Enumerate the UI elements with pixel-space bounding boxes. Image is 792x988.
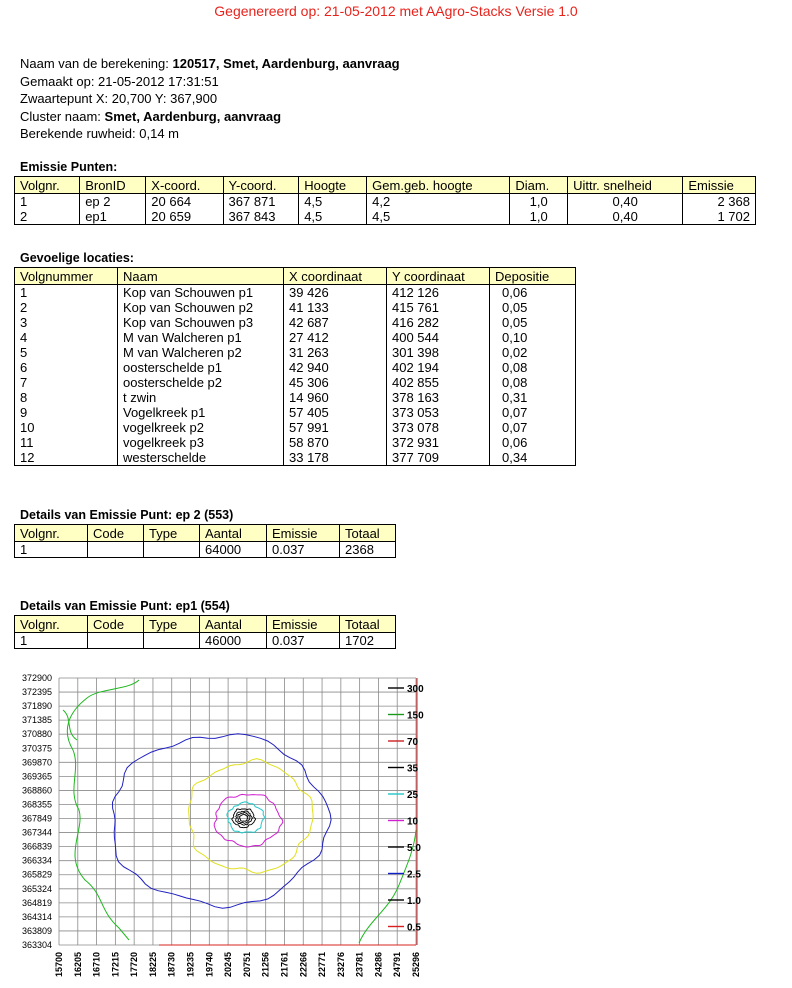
cell: 372 931 <box>387 435 490 450</box>
cell: 1 702 <box>683 209 756 225</box>
contour-line <box>113 734 332 909</box>
y-tick-label: 363809 <box>21 925 52 936</box>
legend-label: 25 <box>407 790 419 801</box>
cell: 42 940 <box>284 360 387 375</box>
cell: vogelkreek p2 <box>118 420 284 435</box>
cluster-value: Smet, Aardenburg, aanvraag <box>104 108 282 124</box>
col-type: Type <box>144 525 200 542</box>
sensitive-locations-title: Gevoelige locaties: <box>20 251 134 265</box>
cell: 14 960 <box>284 390 387 405</box>
x-tick-label: 19740 <box>204 952 215 978</box>
col-aantal: Aantal <box>200 525 267 542</box>
y-tick-label: 372395 <box>21 687 52 698</box>
cell: 1702 <box>340 633 396 649</box>
table-row <box>15 375 576 390</box>
col-volgnr: Volgnr. <box>15 525 88 542</box>
details-ep2-title: Details van Emissie Punt: ep 2 (553) <box>20 508 234 522</box>
col-depositie: Depositie <box>490 268 576 285</box>
x-tick-label: 17720 <box>129 952 140 978</box>
y-tick-label: 367344 <box>21 827 52 838</box>
x-tick-label: 18225 <box>147 952 158 978</box>
cell: 2368 <box>340 542 396 558</box>
cell: westerschelde <box>118 450 284 466</box>
x-tick-label: 18730 <box>166 952 177 978</box>
y-tick-label: 364314 <box>21 911 52 922</box>
y-tick-label: 365324 <box>21 883 52 894</box>
cell: 301 398 <box>387 345 490 360</box>
table-row <box>15 330 576 345</box>
cell <box>88 633 144 649</box>
col-x-coordinaat: X coordinaat <box>284 268 387 285</box>
legend-label: 300 <box>407 684 424 695</box>
cell: 0,05 <box>490 315 576 330</box>
cluster-line <box>20 108 400 126</box>
legend-label: 150 <box>407 710 424 722</box>
cell: 378 163 <box>387 390 490 405</box>
calc-name-value: 120517, Smet, Aardenburg, aanvraag <box>172 56 400 71</box>
x-tick-label: 21256 <box>260 952 271 978</box>
centroid: Zwaartepunt X: 20,700 Y: 367,900 <box>20 91 218 106</box>
col-x-coord: X-coord. <box>146 177 223 194</box>
col-volgnummer: Volgnummer <box>15 268 118 285</box>
cell: 373 053 <box>387 405 490 420</box>
calc-name-line <box>20 55 400 73</box>
cell: 10 <box>15 420 118 435</box>
cell: M van Walcheren p2 <box>118 345 284 360</box>
cell: 64000 <box>200 542 267 558</box>
x-tick-label: 24286 <box>373 952 384 978</box>
cell: 42 687 <box>284 315 387 330</box>
table-row <box>15 209 756 225</box>
cell: 2 368 <box>683 194 756 210</box>
cell: Kop van Schouwen p3 <box>118 315 284 330</box>
details-ep1-table <box>14 615 396 649</box>
col-totaal: Totaal <box>340 616 396 633</box>
y-tick-label: 364819 <box>21 897 52 908</box>
cell: ep 2 <box>80 194 146 210</box>
col-aantal: Aantal <box>200 616 267 633</box>
cell: 0,10 <box>490 330 576 345</box>
details-ep2-table <box>14 524 396 558</box>
cell: 7 <box>15 375 118 390</box>
cell: 416 282 <box>387 315 490 330</box>
cell: 4 <box>15 330 118 345</box>
sensitive-locations-body <box>15 285 576 466</box>
cell: 27 412 <box>284 330 387 345</box>
legend-label: 35 <box>407 763 419 775</box>
x-tick-label: 17215 <box>110 952 121 978</box>
cell: 58 870 <box>284 435 387 450</box>
cell: 57 405 <box>284 405 387 420</box>
y-tick-label: 363304 <box>21 940 52 950</box>
x-tick-label: 24791 <box>392 952 403 978</box>
cell: 1,0 <box>510 194 568 210</box>
x-tick-label: 19235 <box>185 952 196 978</box>
generated-header: Gegenereerd op: 21-05-2012 met AAgro-Stacks Versie 1.0 <box>214 3 578 19</box>
cell: 4,5 <box>299 194 367 210</box>
cell: 412 126 <box>387 285 490 301</box>
cell: 402 855 <box>387 375 490 390</box>
cell <box>88 542 144 558</box>
cell: vogelkreek p3 <box>118 435 284 450</box>
y-tick-label: 368355 <box>21 799 52 810</box>
table-row <box>15 542 396 558</box>
cell: 1,0 <box>510 209 568 225</box>
col-code: Code <box>88 616 144 633</box>
cell: oosterschelde p2 <box>118 375 284 390</box>
col-bronid: BronID <box>80 177 146 194</box>
col-naam: Naam <box>118 268 284 285</box>
legend-label: 5.0 <box>407 843 421 854</box>
table-row <box>15 420 576 435</box>
col-emissie: Emissie <box>683 177 756 194</box>
created-at: Gemaakt op: 21-05-2012 17:31:51 <box>20 73 219 89</box>
col-hoogte: Hoogte <box>299 177 367 194</box>
cell: 400 544 <box>387 330 490 345</box>
y-tick-label: 372900 <box>21 673 52 683</box>
col-type: Type <box>144 616 200 633</box>
cell: 367 843 <box>223 209 299 225</box>
table-row <box>15 300 576 315</box>
cell: 41 133 <box>284 300 387 315</box>
col-diam: Diam. <box>510 177 568 194</box>
cell: 0,06 <box>490 285 576 301</box>
cell: 367 871 <box>223 194 299 210</box>
roughness: Berekende ruwheid: 0,14 m <box>20 126 179 141</box>
x-tick-label: 23781 <box>354 952 365 978</box>
y-tick-label: 370375 <box>21 743 52 754</box>
col-uittr-snelheid: Uittr. snelheid <box>568 177 683 194</box>
cell: 1 <box>15 542 88 558</box>
col-emissie: Emissie <box>267 616 340 633</box>
cell: 0,05 <box>490 300 576 315</box>
x-tick-label: 23276 <box>335 952 346 978</box>
col-code: Code <box>88 525 144 542</box>
x-tick-label: 16205 <box>72 952 83 978</box>
calculation-meta <box>20 55 400 143</box>
emission-points-title: Emissie Punten: <box>20 160 118 174</box>
cell: 33 178 <box>284 450 387 466</box>
cell: 39 426 <box>284 285 387 301</box>
cell: 0,34 <box>490 450 576 466</box>
cell: 0.037 <box>267 542 340 558</box>
table-row <box>15 405 576 420</box>
table-row <box>15 390 576 405</box>
y-tick-label: 366839 <box>21 841 52 852</box>
cell: 0,08 <box>490 375 576 390</box>
table-row <box>15 435 576 450</box>
x-tick-label: 21761 <box>279 952 290 978</box>
cell: 2 <box>15 209 80 225</box>
cell: 57 991 <box>284 420 387 435</box>
col-totaal: Totaal <box>340 525 396 542</box>
cell: 0,07 <box>490 420 576 435</box>
y-tick-label: 371890 <box>21 701 52 712</box>
y-tick-label: 371385 <box>21 715 52 726</box>
cell: 20 659 <box>146 209 223 225</box>
y-tick-label: 369365 <box>21 771 52 782</box>
cell: 46000 <box>200 633 267 649</box>
cell: 373 078 <box>387 420 490 435</box>
cell: 1 <box>15 285 118 301</box>
table-row <box>15 345 576 360</box>
x-tick-label: 20245 <box>223 952 234 978</box>
legend-label: 70 <box>407 737 419 748</box>
cell: Vogelkreek p1 <box>118 405 284 420</box>
legend-label: 1.0 <box>407 896 421 907</box>
col-volgnr: Volgnr. <box>15 177 80 194</box>
cell: 11 <box>15 435 118 450</box>
cell: 0.037 <box>267 633 340 649</box>
cell <box>144 542 200 558</box>
table-row <box>15 285 576 301</box>
cell: 415 761 <box>387 300 490 315</box>
cell: 12 <box>15 450 118 466</box>
cell: 3 <box>15 315 118 330</box>
cell: 0,07 <box>490 405 576 420</box>
contour-line <box>227 802 265 833</box>
cell: Kop van Schouwen p2 <box>118 300 284 315</box>
table-row <box>15 360 576 375</box>
deposition-contour-chart <box>14 670 434 988</box>
cell: 20 664 <box>146 194 223 210</box>
cell: 6 <box>15 360 118 375</box>
col-volgnr: Volgnr. <box>15 616 88 633</box>
cell: 0,06 <box>490 435 576 450</box>
y-tick-label: 370880 <box>21 729 52 740</box>
cell: t zwin <box>118 390 284 405</box>
cell: oosterschelde p1 <box>118 360 284 375</box>
cluster-label: Cluster naam: <box>20 108 101 124</box>
col-y-coordinaat: Y coordinaat <box>387 268 490 285</box>
col-emissie: Emissie <box>267 525 340 542</box>
cell: Kop van Schouwen p1 <box>118 285 284 301</box>
cell: 0,31 <box>490 390 576 405</box>
cell: 9 <box>15 405 118 420</box>
legend-label: 0.5 <box>407 922 421 934</box>
x-tick-label: 22266 <box>298 952 309 978</box>
y-tick-label: 366334 <box>21 855 52 866</box>
x-tick-label: 20751 <box>241 952 252 978</box>
x-tick-label: 16710 <box>91 952 102 978</box>
y-tick-label: 365829 <box>21 869 52 880</box>
table-row <box>15 194 756 210</box>
details-ep1-title: Details van Emissie Punt: ep1 (554) <box>20 599 230 613</box>
x-tick-label: 15700 <box>54 952 64 978</box>
cell: 1 <box>15 633 88 649</box>
contour-line <box>63 710 77 740</box>
y-tick-label: 367849 <box>21 813 52 824</box>
col-gem-geb-hoogte: Gem.geb. hoogte <box>367 177 510 194</box>
cell: 0,40 <box>568 209 683 225</box>
cell: 0,02 <box>490 345 576 360</box>
calc-name-label: Naam van de berekening: <box>20 56 169 71</box>
cell: 2 <box>15 300 118 315</box>
cell <box>144 633 200 649</box>
cell: 0,40 <box>568 194 683 210</box>
emission-points-table <box>14 176 756 225</box>
cell: M van Walcheren p1 <box>118 330 284 345</box>
cell: 8 <box>15 390 118 405</box>
cell: 31 263 <box>284 345 387 360</box>
cell: 5 <box>15 345 118 360</box>
legend-label: 10 <box>407 816 419 828</box>
cell: 4,2 <box>367 194 510 210</box>
table-row <box>15 450 576 466</box>
cell: 45 306 <box>284 375 387 390</box>
legend-label: 2.5 <box>407 869 421 881</box>
cell: 402 194 <box>387 360 490 375</box>
y-tick-label: 369870 <box>21 757 52 768</box>
cell: 377 709 <box>387 450 490 466</box>
cell: 4,5 <box>299 209 367 225</box>
col-y-coord: Y-coord. <box>223 177 299 194</box>
y-tick-label: 368860 <box>21 785 52 796</box>
table-row <box>15 315 576 330</box>
cell: 1 <box>15 194 80 210</box>
sensitive-locations-table <box>14 267 576 466</box>
cell: 0,08 <box>490 360 576 375</box>
table-row <box>15 633 396 649</box>
x-tick-label: 25296 <box>411 952 421 978</box>
x-tick-label: 22771 <box>317 952 328 978</box>
cell: ep1 <box>80 209 146 225</box>
cell: 4,5 <box>367 209 510 225</box>
